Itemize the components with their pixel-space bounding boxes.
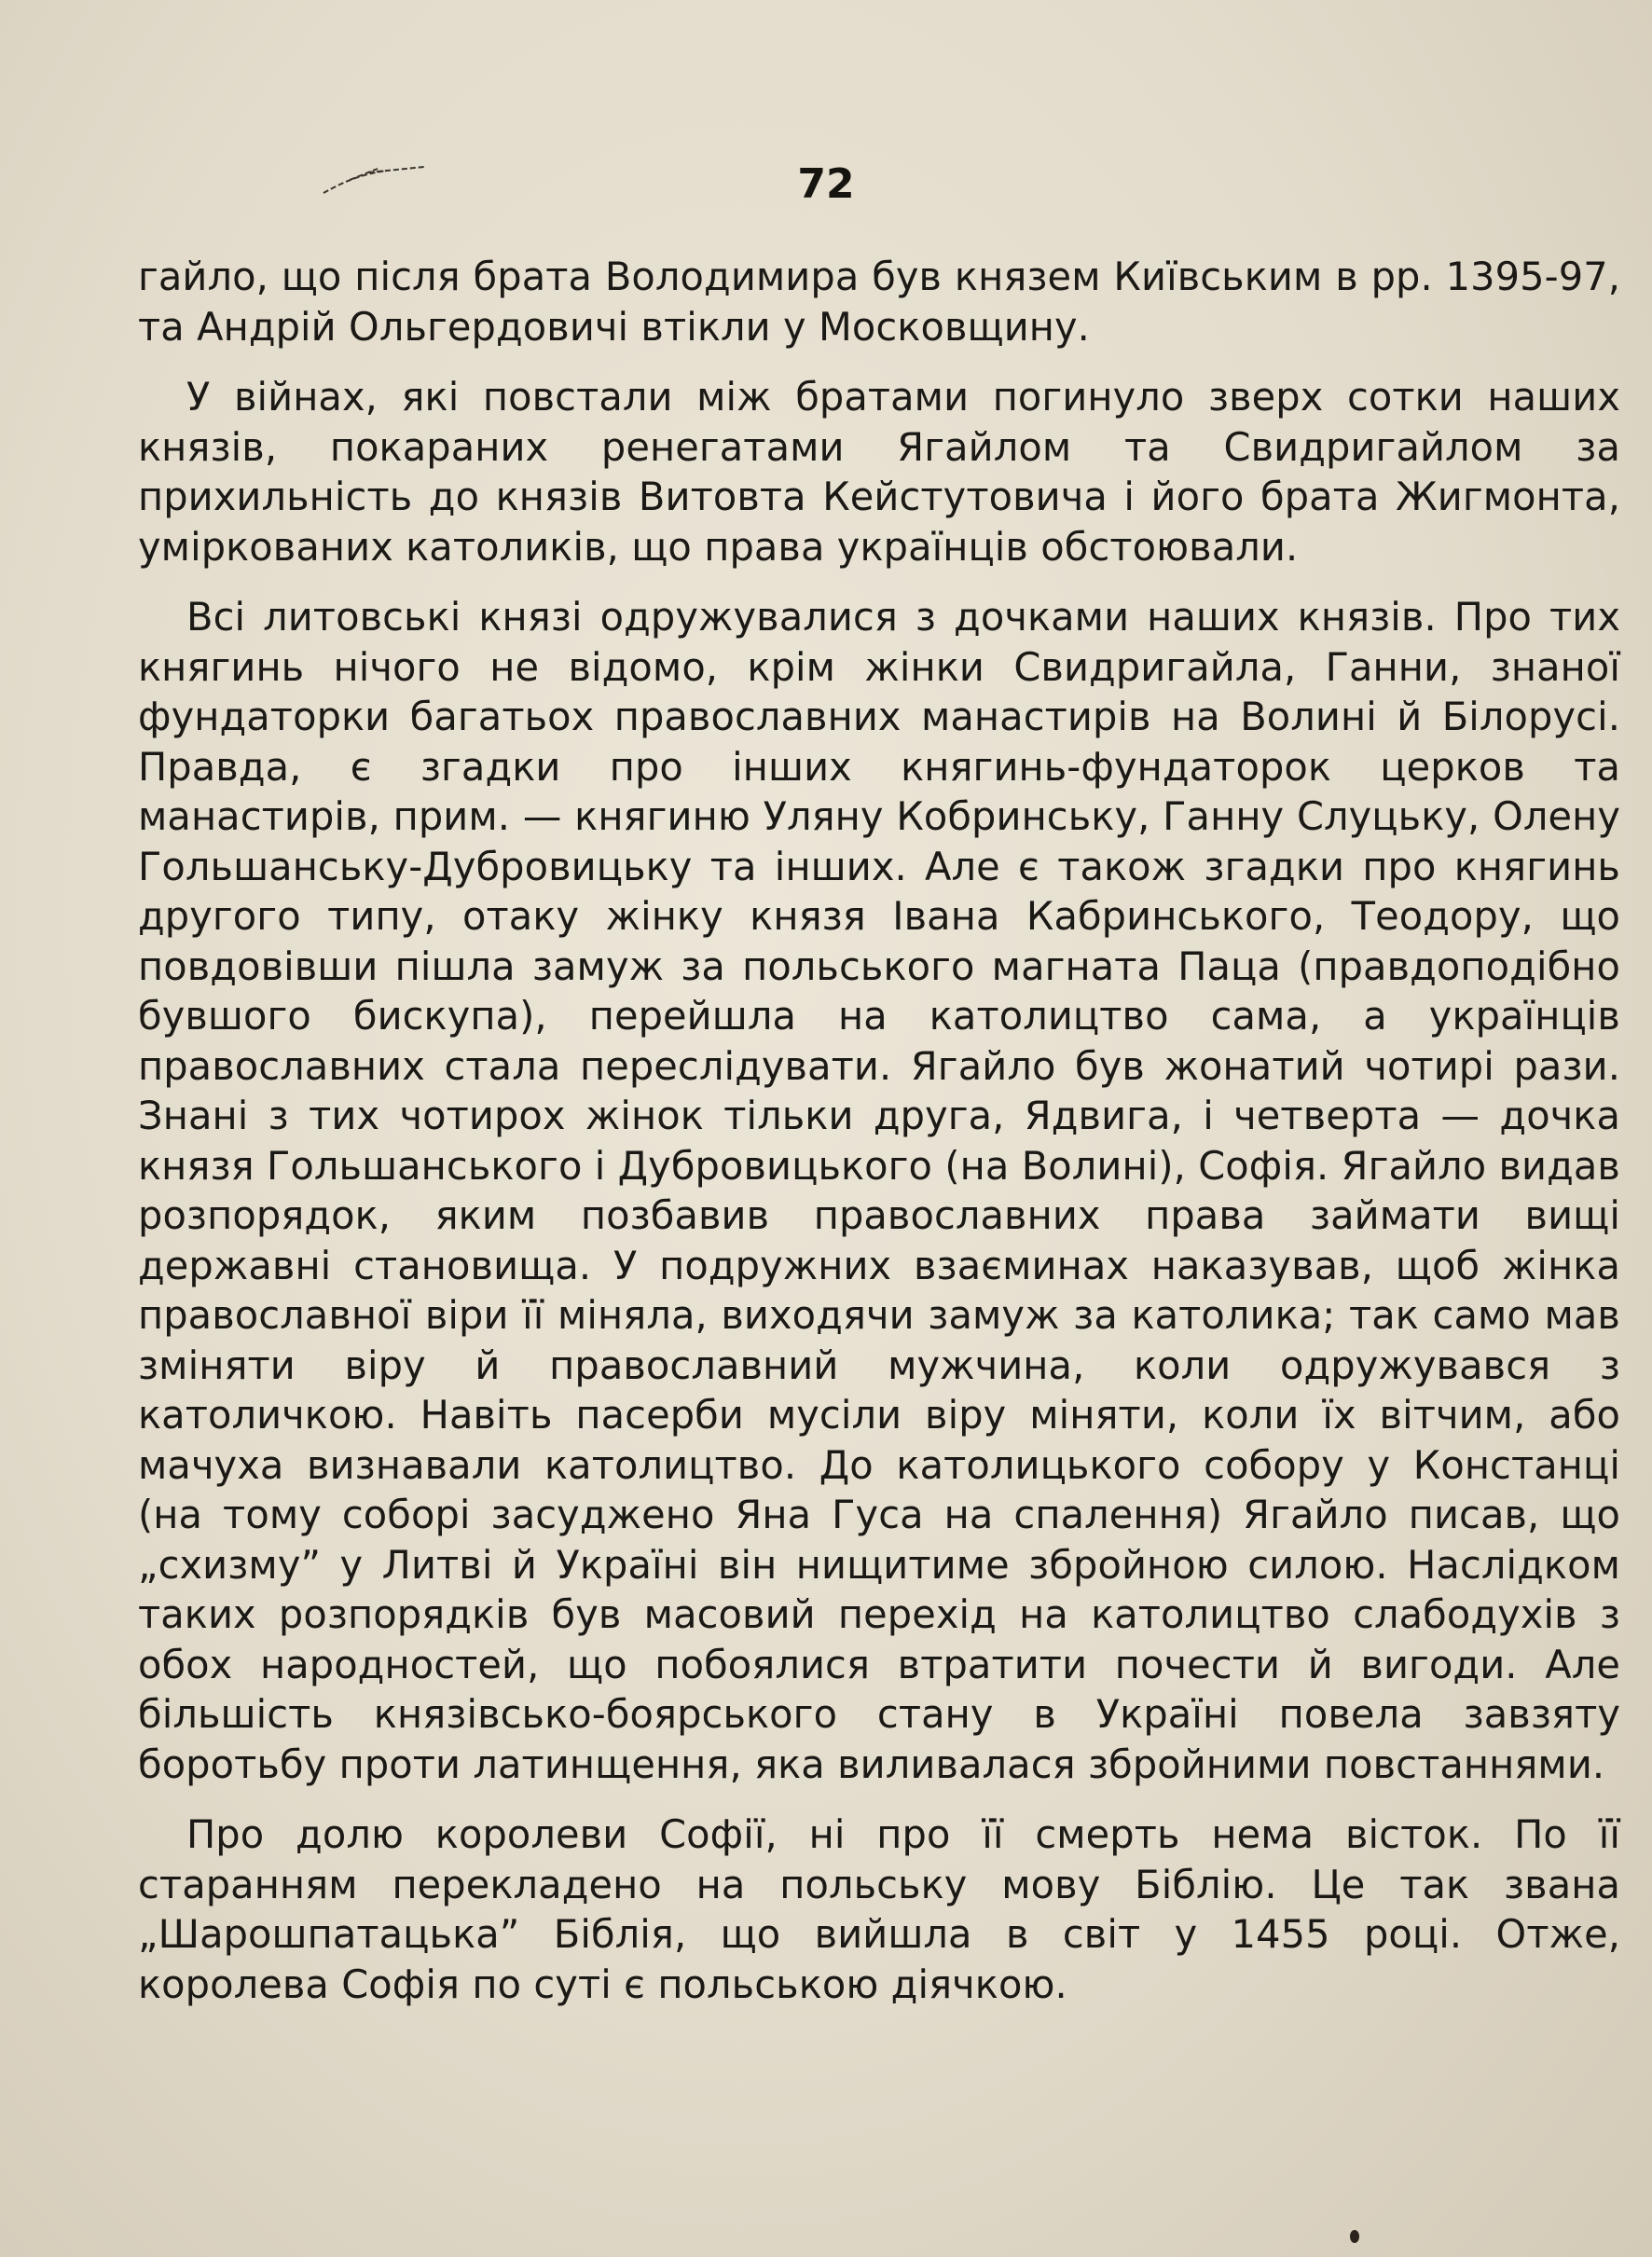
page-number: 72 [797,160,855,208]
paragraph-4: Про долю королеви Софії, ні про її смерть нема вісток. По її старанням перекладено на польську мову Біблію. Це так звана „Шарошпатацька” Біблія, що вийшла в світ у 1455 році. Отже, королева Софія по суті є польською діячкою. [138,1811,1620,2007]
paragraph-1: гайло, що після брата Володимира був князем Київським в рр. 1395-97, та Андрій Ольгердовичі втікли у Московщину. [138,254,1620,350]
body-text [138,252,1620,2030]
paragraph-2: У війнах, які повстали між братами погинуло зверх сотки наших князів, покараних ренегатами Ягайлом та Свидригайлом за прихильність до князів Витовта Кейстутовича і його брата Жигмонта, уміркованих католиків, що права українців обстоювали. [138,374,1620,570]
paragraph-3: Всі литовські князі одружувалися з дочками наших князів. Про тих княгинь нічого не відомо, крім жінки Свидригайла, Ганни, знаної фундаторки багатьох православних манастирів на Волині й Білорусі. Правда, є згадки про інших княгинь-фундаторок церков та манастирів, прим. — княгиню Уляну Кобринську, Ганну Слуцьку, Олену Гольшанську-Дубровицьку та інших. Але є також згадки про княгинь другого типу, отаку жінку князя Івана Кабринського, Теодору, що повдовівши пішла замуж за польського магната Паца (правдоподібно бувшого бискупа), перейшла на католицтво сама, а українців православних стала переслідувати. Ягайло був жонатий чотирі рази. Знані з тих чотирох жінок тільки друга, Ядвига, і четверта — дочка князя Гольшанського і Дубровицького (на Волині), Софія. Ягайло видав розпорядок, яким позбавив православних права займати вищі державні становища. У подружних взаєминах наказував, щоб жінка православної віри її міняла, виходячи замуж за католика; так само мав зміняти віру й православний мужчина, коли одружувався з католичкою. Навіть пасерби мусіли віру міняти, коли їх вітчим, або мачуха визнавали католицтво. До католицького собору у Констанці (на тому соборі засуджено Яна Гуса на спалення) Ягайло писав, що „схизму” у Литві й Україні він нищитиме збройною силою. Наслідком таких розпорядків був масовий перехід на католицтво слабодухів з обох народностей, що побоялися втратити почести й вигоди. Але більшість князівсько-боярського стану в Україні повела завзяту боротьбу проти латинщення, яка виливалася збройними повстаннями. [138,594,1620,1787]
ink-spot [1350,2230,1359,2243]
